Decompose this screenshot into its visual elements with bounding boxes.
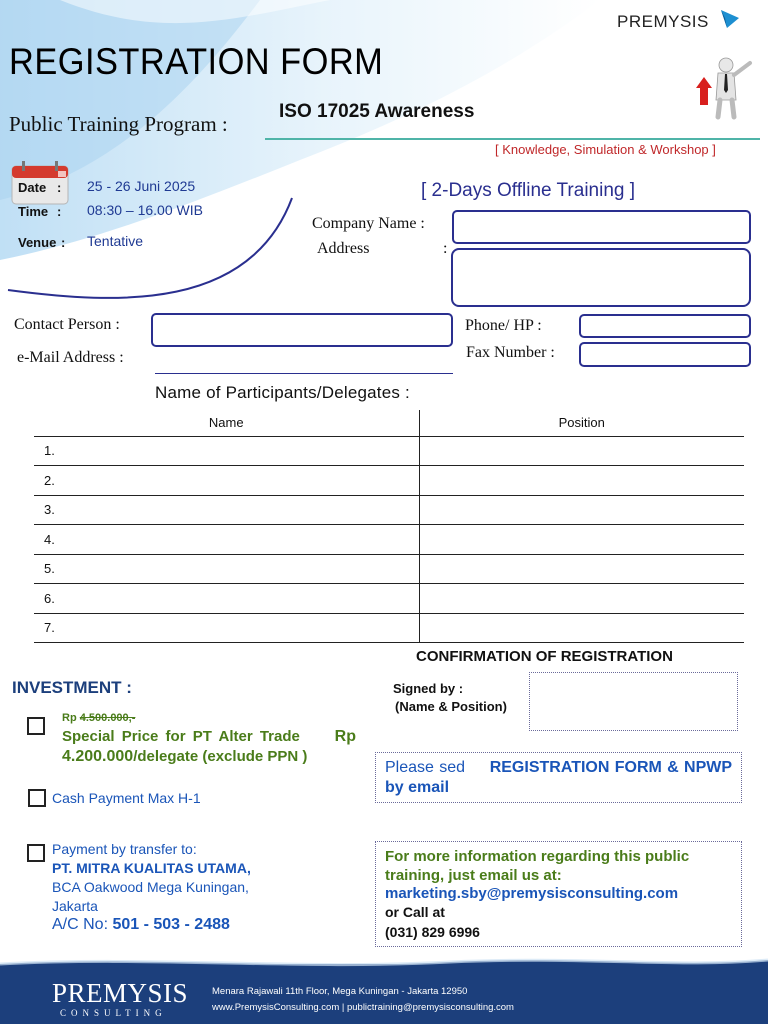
address-label: Address [317,240,370,257]
participants-heading: Name of Participants/Delegates : [155,383,410,402]
logo-arrow-icon [719,8,741,30]
participants-table [34,410,744,643]
table-row [34,584,744,614]
date-value: 25 - 26 Juni 2025 [87,178,196,194]
table-row [34,495,744,525]
contact-person-field[interactable] [151,313,453,347]
fax-field[interactable] [579,342,751,367]
time-label: Time [18,204,49,219]
phone-field[interactable] [579,314,751,338]
row-number[interactable]: 5. [34,554,419,584]
position-cell[interactable] [419,584,744,614]
phone-label: Phone/ HP : [465,317,542,334]
position-cell[interactable] [419,466,744,496]
email-label: e-Mail Address : [17,349,124,366]
training-format: [ 2-Days Offline Training ] [421,180,636,201]
email-field[interactable] [155,348,453,374]
special-price-line1: Special Price for PT Alter Trade Rp [62,728,356,745]
column-header-position: Position [419,410,744,436]
venue-value: Tentative [87,233,144,249]
cash-payment-checkbox[interactable] [28,789,46,807]
footer-contacts: www.PremysisConsulting.com | publictraining@premysisconsulting.com [212,1002,514,1013]
row-number[interactable]: 2. [34,466,419,496]
investment-heading: INVESTMENT : [12,678,132,697]
confirmation-heading: CONFIRMATION OF REGISTRATION [416,648,673,665]
time-colon: : [57,204,62,219]
table-row [34,554,744,584]
address-field[interactable] [451,248,751,307]
transfer-bank-line1: BCA Oakwood Mega Kuningan, [52,879,249,895]
businessman-illustration [690,55,758,120]
row-number[interactable]: 1. [34,436,419,466]
more-info-phone: (031) 829 6996 [385,924,480,940]
email-instruction-plain: Please sed [385,759,466,776]
account-number: A/C No: 501 - 503 - 2488 [52,916,230,933]
transfer-company: PT. MITRA KUALITAS UTAMA, [52,860,251,876]
position-cell[interactable] [419,554,744,584]
footer-logo-sub: CONSULTING [60,1008,167,1018]
row-number[interactable]: 4. [34,525,419,555]
row-number[interactable]: 7. [34,613,419,643]
table-row [34,525,744,555]
premysis-logo-text: PREMYSIS [617,12,709,31]
venue-label: Venue [18,235,57,250]
venue-colon: : [61,235,66,250]
form-title: REGISTRATION FORM [9,41,384,82]
program-underline [265,138,760,140]
company-name-field[interactable] [452,210,751,244]
more-info-call: or Call at [385,904,445,920]
time-value: 08:30 – 16.00 WIB [87,202,203,218]
email-instruction-box [375,752,742,803]
transfer-bank-line2: Jakarta [52,898,98,914]
transfer-payment-checkbox[interactable] [27,844,45,862]
special-price-checkbox[interactable] [27,717,45,735]
program-name: ISO 17025 Awareness [279,101,475,122]
cash-payment-label: Cash Payment Max H-1 [52,790,201,806]
old-price: Rp 4.500.000,- [62,712,136,724]
more-info-line2: training, just email us at: [385,867,562,884]
company-name-label: Company Name : [312,215,425,232]
more-info-email[interactable]: marketing.sby@premysisconsulting.com [385,885,679,902]
special-price-amount: 4.200.000/delegate (exclude PPN ) [62,748,308,765]
training-tagline: [ Knowledge, Simulation & Workshop ] [495,142,716,157]
table-header-row [34,410,744,436]
table-row [34,436,744,466]
address-colon: : [443,240,448,257]
position-cell[interactable] [419,613,744,643]
date-colon: : [57,180,62,195]
footer-wave [0,950,768,980]
program-label: Public Training Program : [9,112,228,136]
table-row [34,466,744,496]
footer [0,964,768,1024]
signed-by-label: Signed by : [393,681,464,696]
footer-logo-main: PREMYSIS [52,978,189,1008]
more-info-line1: For more information regarding this public [385,848,690,865]
name-position-label: (Name & Position) [395,699,507,714]
position-cell[interactable] [419,436,744,466]
row-number[interactable]: 6. [34,584,419,614]
footer-address: Menara Rajawali 11th Floor, Mega Kuningan - Jakarta 12950 [212,986,468,997]
row-number[interactable]: 3. [34,495,419,525]
position-cell[interactable] [419,525,744,555]
fax-label: Fax Number : [466,344,555,361]
email-instruction-bold: REGISTRATION FORM & NPWP by email [385,759,733,796]
contact-person-label: Contact Person : [14,316,120,333]
signature-box[interactable] [529,672,738,731]
table-row [34,613,744,643]
date-label: Date [18,180,47,195]
decorative-curve [0,190,300,310]
position-cell[interactable] [419,495,744,525]
column-header-name: Name [34,410,419,436]
premysis-logo [617,12,709,32]
transfer-label: Payment by transfer to: [52,841,197,857]
